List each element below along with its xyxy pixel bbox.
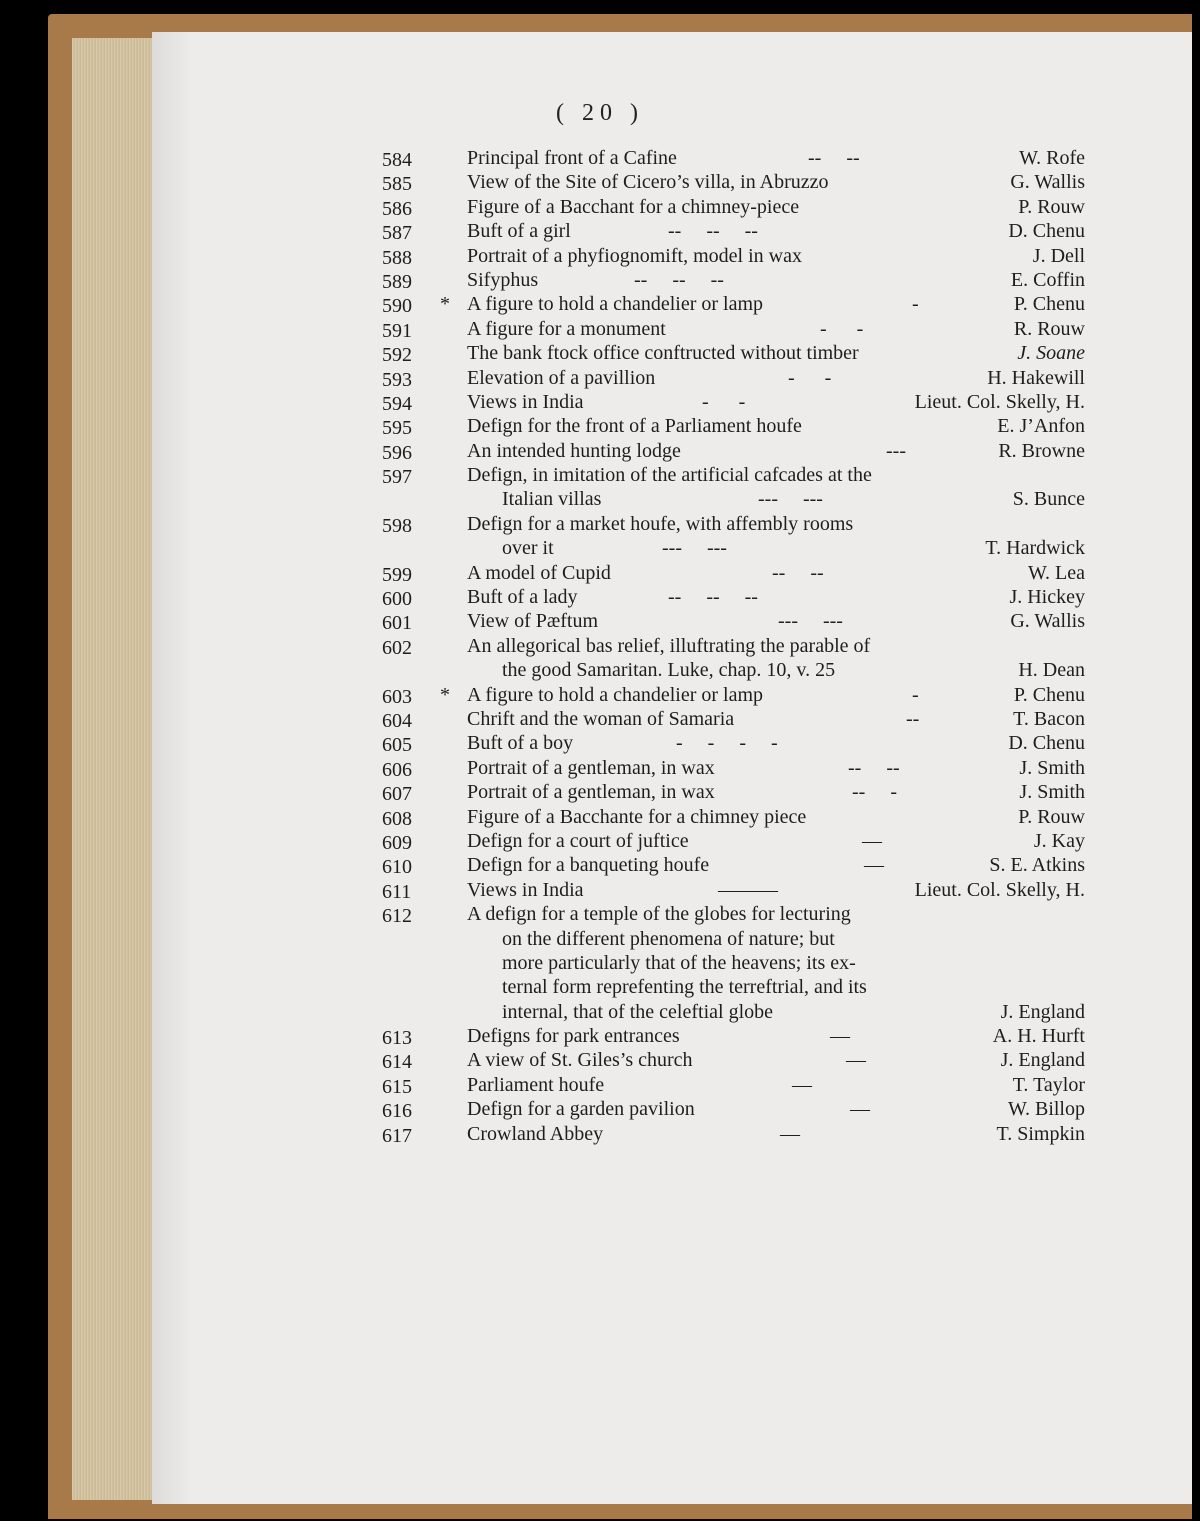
entry-title: An allegorical bas relief, illuftrating the parable of [467,634,871,657]
list-item [0,463,1200,487]
entry-dashes: — [864,854,884,877]
entry-number: 609 [382,831,412,854]
entry-number: 599 [382,563,412,586]
entry-artist: R. Rouw [1013,317,1085,340]
list-item [0,927,1200,951]
entry-number: 597 [382,466,412,489]
entry-dashes: -- -- [808,147,860,169]
entry-number: 611 [382,880,412,903]
list-item [0,805,1200,829]
entry-title: A view of St. Giles’s church [467,1049,693,1072]
list-item [0,561,1200,585]
entry-title: Principal front of a Cafine [467,147,677,169]
entry-dashes: -- -- [848,756,900,779]
list-item [0,634,1200,658]
list-item [0,878,1200,902]
list-item [0,951,1200,975]
entry-number: 589 [382,270,412,293]
entry-dashes: -- [906,707,920,730]
entry-dashes: — [862,829,882,852]
entry-artist: E. J’Anfon [997,415,1085,438]
entry-artist: J. England [1000,1049,1085,1072]
entry-title: An intended hunting lodge [467,439,681,462]
entry-title: Portrait of a gentleman, in wax [467,781,715,804]
list-item [0,731,1200,755]
entry-artist: G. Wallis [1010,610,1085,633]
entry-artist: H. Hakewill [987,366,1085,389]
list-item [0,1048,1200,1072]
list-item [0,829,1200,853]
entry-artist: A. H. Hurft [992,1025,1085,1048]
list-item [0,683,1200,707]
entry-number: 610 [382,856,412,879]
entry-number: 616 [382,1100,412,1123]
list-item [0,707,1200,731]
entry-artist: J. Dell [1032,244,1085,267]
entry-title: Buft of a girl [467,220,571,243]
entry-number: 608 [382,807,412,830]
entry-number: 607 [382,783,412,806]
entry-dashes: - [912,293,919,316]
entry-dashes: -- -- -- [668,586,758,609]
entry-number: 585 [382,173,412,196]
asterisk-mark: * [440,683,450,706]
entry-number: 593 [382,368,412,391]
entry-artist: J. Kay [1033,829,1085,852]
list-item [0,902,1200,926]
entry-number: 603 [382,685,412,708]
list-item [0,268,1200,292]
entry-artist: J. Soane [1017,342,1085,365]
entry-artist: D. Chenu [1008,220,1085,243]
list-item [0,317,1200,341]
entry-artist: P. Chenu [1013,293,1085,316]
entry-number: 615 [382,1075,412,1098]
entry-number: 588 [382,246,412,269]
exhibit-list [0,146,1200,1146]
entry-artist: R. Browne [998,439,1085,462]
list-item [0,244,1200,268]
entry-title: View of Pæftum [467,610,599,633]
entry-artist: Lieut. Col. Skelly, H. [914,878,1085,901]
list-item [0,390,1200,414]
entry-title: Portrait of a gentleman, in wax [467,756,715,779]
entry-number: 614 [382,1051,412,1074]
page-number: ( 20 ) [556,100,644,126]
entry-title: Crowland Abbey [467,1122,604,1145]
entry-artist: P. Rouw [1018,195,1085,218]
list-item [0,756,1200,780]
entry-title: A figure for a monument [467,317,666,340]
entry-number: 612 [382,905,412,928]
list-item [0,975,1200,999]
entry-number: 587 [382,222,412,245]
entry-title: Views in India [467,390,584,413]
entry-dashes: - - [788,366,832,389]
entry-number: 595 [382,417,412,440]
entry-title: Figure of a Bacchant for a chimney-piece [467,195,800,218]
entry-dashes: -- -- [772,561,824,584]
list-item [0,585,1200,609]
entry-title: Defign for the front of a Parliament houfe [467,415,802,438]
entry-number: 600 [382,588,412,611]
list-item [0,439,1200,463]
entry-artist: S. E. Atkins [989,854,1085,877]
entry-number: 606 [382,758,412,781]
list-item [0,658,1200,682]
entry-title: Defigns for park entrances [467,1025,680,1048]
list-item [0,853,1200,877]
entry-artist: T. Bacon [1013,707,1085,730]
entry-title: internal, that of the celeftial globe [502,1000,773,1023]
list-item [0,414,1200,438]
entry-title: Views in India [467,878,584,901]
list-item [0,146,1200,170]
entry-dashes: --- --- [778,610,843,633]
entry-artist: H. Dean [1018,659,1085,682]
entry-number: 584 [382,149,412,171]
list-item [0,366,1200,390]
list-item [0,1000,1200,1024]
entry-title: A figure to hold a chandelier or lamp [467,293,764,316]
entry-title: Italian villas [502,488,602,511]
entry-artist: E. Coffin [1010,268,1085,291]
entry-dashes: — [780,1122,800,1145]
entry-title: A defign for a temple of the globes for lecturing [467,903,851,926]
entry-number: 613 [382,1027,412,1050]
entry-dashes: -- -- -- [634,268,724,291]
asterisk-mark: * [440,293,450,316]
entry-number: 602 [382,636,412,659]
entry-title: Defign, in imitation of the artificial cafcades at the [467,464,872,487]
entry-artist: Lieut. Col. Skelly, H. [914,390,1085,413]
list-item [0,487,1200,511]
entry-dashes: - - - - [676,732,778,755]
entry-artist: J. Hickey [1009,586,1085,609]
entry-dashes: ——— [718,878,778,901]
entry-number: 601 [382,612,412,635]
list-item [0,780,1200,804]
entry-number: 592 [382,344,412,367]
entry-dashes: - [912,683,919,706]
entry-title: Elevation of a pavillion [467,366,656,389]
list-item [0,536,1200,560]
entry-artist: P. Chenu [1013,683,1085,706]
entry-number: 586 [382,197,412,220]
entry-dashes: — [850,1098,870,1121]
list-item [0,1122,1200,1146]
entry-title: The bank ftock office conftructed without timber [467,342,859,365]
entry-dashes: - - [702,390,746,413]
list-item [0,1024,1200,1048]
list-item [0,609,1200,633]
entry-dashes: — [846,1049,866,1072]
list-item [0,219,1200,243]
entry-title: on the different phenomena of nature; but [502,927,835,950]
entry-number: 617 [382,1124,412,1147]
entry-artist: J. Smith [1019,756,1085,779]
entry-title: Defign for a banqueting houfe [467,854,710,877]
list-item [0,512,1200,536]
entry-title: ternal form reprefenting the terreftrial, and its [502,976,867,999]
entry-title: Defign for a court of juftice [467,829,689,852]
list-item [0,1073,1200,1097]
entry-title: Figure of a Bacchante for a chimney piece [467,805,807,828]
entry-artist: W. Lea [1027,561,1085,584]
list-item [0,1097,1200,1121]
entry-title: A model of Cupid [467,561,611,584]
entry-title: more particularly that of the heavens; its ex- [502,951,856,974]
entry-title: the good Samaritan. Luke, chap. 10, v. 25 [502,659,836,682]
entry-number: 590 [382,295,412,318]
entry-title: Buft of a lady [467,586,578,609]
list-item [0,341,1200,365]
entry-dashes: - - [820,317,864,340]
entry-artist: W. Rofe [1019,147,1085,169]
entry-artist: P. Rouw [1018,805,1085,828]
list-item [0,292,1200,316]
entry-artist: T. Taylor [1012,1073,1085,1096]
entry-title: A figure to hold a chandelier or lamp [467,683,764,706]
entry-title: Defign for a market houfe, with affembly rooms [467,512,854,535]
entry-artist: G. Wallis [1010,171,1085,194]
entry-title: Defign for a garden pavilion [467,1098,695,1121]
entry-title: Parliament houfe [467,1073,605,1096]
entry-number: 596 [382,441,412,464]
entry-dashes: --- --- [758,488,823,511]
entry-title: View of the Site of Cicero’s villa, in Abruzzo [467,171,829,194]
entry-number: 594 [382,392,412,415]
entry-title: Portrait of a phyfiognomift, model in wax [467,244,802,267]
list-item [0,195,1200,219]
entry-number: 598 [382,514,412,537]
entry-dashes: --- [886,439,906,462]
entry-title: Buft of a boy [467,732,574,755]
entry-dashes: -- - [852,781,897,804]
entry-dashes: --- --- [662,537,727,560]
entry-title: Sifyphus [467,268,539,291]
entry-dashes: — [830,1025,850,1048]
entry-title: Chrift and the woman of Samaria [467,707,735,730]
entry-artist: W. Billop [1007,1098,1085,1121]
entry-artist: T. Hardwick [985,537,1085,560]
entry-number: 604 [382,709,412,732]
entry-artist: D. Chenu [1008,732,1085,755]
entry-artist: J. England [1000,1000,1085,1023]
entry-dashes: -- -- -- [668,220,758,243]
list-item [0,170,1200,194]
entry-artist: T. Simpkin [996,1122,1085,1145]
entry-artist: S. Bunce [1012,488,1085,511]
entry-artist: J. Smith [1019,781,1085,804]
entry-dashes: — [792,1073,812,1096]
entry-title: over it [502,537,554,560]
entry-number: 591 [382,319,412,342]
entry-number: 605 [382,734,412,757]
